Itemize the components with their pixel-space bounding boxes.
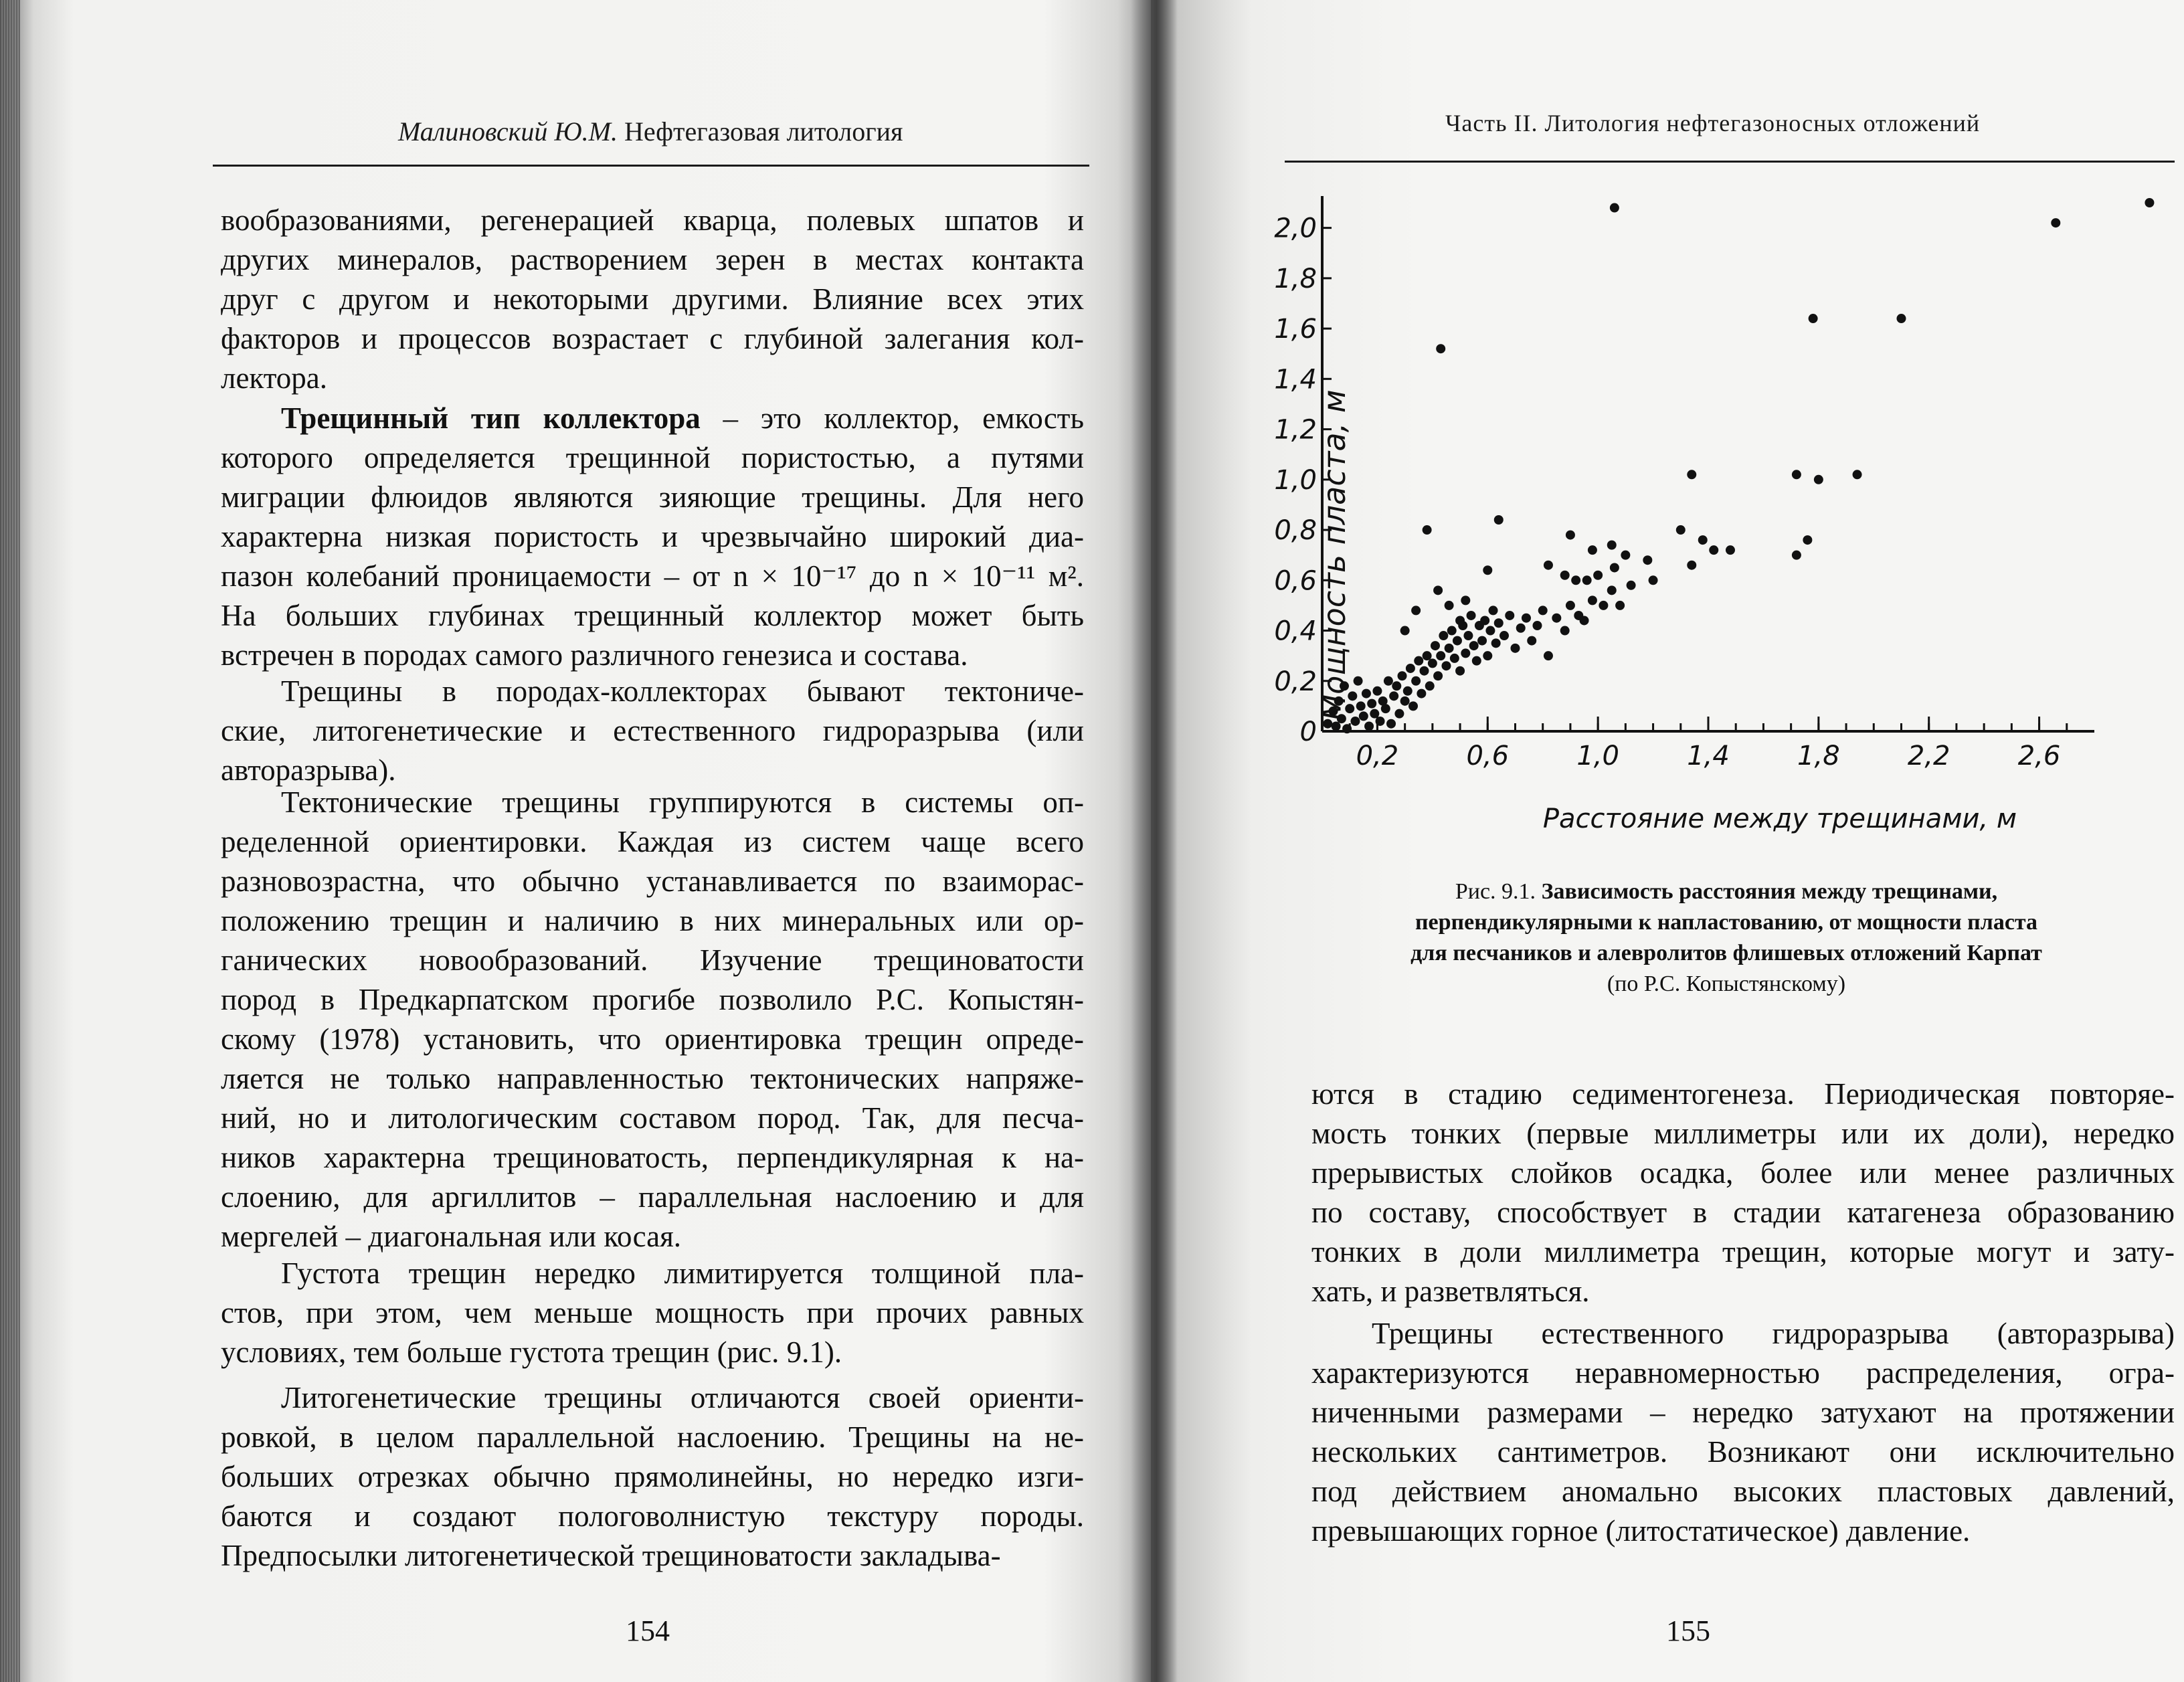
data-point bbox=[1403, 686, 1413, 696]
right-paragraph-1 bbox=[1311, 1074, 2175, 1311]
text-line: Предпосылки литогенетической трещиноватости закладыва- bbox=[221, 1539, 1001, 1572]
data-point bbox=[1472, 656, 1481, 666]
data-point bbox=[1560, 571, 1570, 580]
text-line: характерна низкая пористость и чрезвычайно широкий диа- bbox=[221, 520, 1084, 553]
data-point bbox=[1483, 651, 1492, 660]
data-point bbox=[1419, 666, 1429, 676]
text-line: скому (1978) установить, что ориентировка трещин опреде- bbox=[221, 1022, 1084, 1056]
data-point bbox=[1607, 541, 1617, 550]
text-line: нескольких сантиметров. Возникают они исключительно bbox=[1311, 1435, 2175, 1469]
data-point bbox=[1483, 565, 1492, 575]
data-point bbox=[1455, 666, 1465, 676]
data-point bbox=[1588, 545, 1597, 555]
right-running-head: Часть II. Литология нефтегазоносных отложений bbox=[1445, 110, 1981, 136]
data-point bbox=[1853, 470, 1862, 479]
data-point bbox=[1425, 681, 1435, 690]
caption-prefix: Рис. 9.1. bbox=[1455, 879, 1536, 904]
x-tick-label: 1,0 bbox=[1576, 741, 1619, 771]
data-point bbox=[1494, 515, 1504, 525]
data-point bbox=[1580, 616, 1589, 625]
text-line: прерывистых слойков осадка, более или менее различных bbox=[1311, 1156, 2175, 1190]
data-point bbox=[1414, 656, 1423, 666]
data-point bbox=[1372, 686, 1382, 696]
data-point bbox=[1428, 658, 1437, 668]
data-point bbox=[1527, 636, 1536, 646]
text-line: других минералов, растворением зерен в местах контакта bbox=[221, 243, 1084, 276]
data-point bbox=[1698, 535, 1708, 545]
left-paragraph-2 bbox=[221, 399, 1084, 675]
text-line: по составу, способствует в стадии катагенеза образованию bbox=[1311, 1196, 2175, 1229]
y-tick-label: 1,4 bbox=[1274, 364, 1317, 395]
data-point bbox=[1687, 470, 1696, 479]
data-point bbox=[1461, 648, 1470, 658]
data-point bbox=[1445, 601, 1454, 610]
data-point bbox=[1417, 689, 1426, 698]
data-point bbox=[1544, 651, 1553, 660]
y-tick-label: 0,8 bbox=[1274, 515, 1317, 547]
data-point bbox=[1332, 721, 1341, 731]
data-point bbox=[1582, 575, 1592, 585]
y-tick-label: 0 bbox=[1299, 717, 1317, 747]
data-point bbox=[1571, 575, 1580, 585]
data-point bbox=[1621, 551, 1630, 560]
text-line: На больших глубинах трещинный коллектор может быть bbox=[221, 599, 1084, 632]
text-line: стов, при этом, чем меньше мощность при прочих равных bbox=[221, 1296, 1084, 1329]
data-point bbox=[1469, 641, 1479, 650]
data-point bbox=[1436, 651, 1445, 660]
caption-line-1 bbox=[1311, 876, 2141, 907]
data-point bbox=[1544, 561, 1553, 570]
data-point bbox=[1649, 575, 1658, 585]
data-point bbox=[1792, 470, 1801, 479]
text-line: ний, но и литологическим составом пород. Так, для песча- bbox=[221, 1101, 1084, 1135]
scatter-chart bbox=[1274, 187, 2121, 863]
left-paragraph-3 bbox=[221, 672, 1084, 790]
data-point bbox=[1480, 616, 1489, 625]
caption-title-line-1: Зависимость расстояния между трещинами, bbox=[1541, 879, 1998, 904]
left-header-rule bbox=[213, 165, 1089, 167]
text-line: баются и создают пологоволнистую текстуру породы. bbox=[221, 1499, 1084, 1533]
data-point bbox=[1552, 614, 1561, 623]
data-point bbox=[1803, 535, 1812, 545]
text-line: встречен в породах самого различного генезиса и состава. bbox=[221, 638, 968, 672]
text-line: ределенной ориентировки. Каждая из систем чаще всего bbox=[221, 825, 1084, 858]
y-tick-label: 0,2 bbox=[1274, 666, 1317, 697]
x-tick-label: 1,4 bbox=[1687, 741, 1730, 771]
y-tick-label: 1,8 bbox=[1274, 263, 1317, 294]
data-point bbox=[1423, 525, 1432, 535]
left-running-head bbox=[398, 116, 903, 147]
running-head-author: Малиновский Ю.М. bbox=[398, 116, 618, 147]
right-header-rule bbox=[1285, 161, 2175, 163]
data-point bbox=[1511, 644, 1520, 653]
data-point bbox=[1463, 631, 1473, 640]
data-point bbox=[1461, 595, 1470, 605]
data-point bbox=[1384, 676, 1393, 686]
data-point bbox=[1491, 638, 1501, 648]
data-point bbox=[1453, 636, 1462, 646]
data-point bbox=[1359, 711, 1368, 721]
left-page-number: 154 bbox=[626, 1614, 670, 1647]
data-point bbox=[1411, 676, 1421, 686]
data-point bbox=[1381, 704, 1390, 713]
running-head-title: Нефтегазовая литология bbox=[624, 116, 903, 147]
x-tick-label: 2,2 bbox=[1907, 741, 1950, 771]
text-line: Густота трещин нередко лимитируется толщиной пла- bbox=[281, 1256, 1084, 1290]
data-point bbox=[1560, 626, 1570, 636]
text-line: превышающих горное (литостатическое) давление. bbox=[1311, 1514, 1971, 1548]
data-point bbox=[1455, 616, 1465, 625]
data-point bbox=[1433, 671, 1443, 680]
data-point bbox=[1398, 671, 1407, 680]
data-point bbox=[1687, 561, 1696, 570]
data-point bbox=[2051, 218, 2060, 227]
text-line: ские, литогенетические и естественного гидроразрыва (или bbox=[221, 714, 1084, 747]
text-line: ников характерна трещиноватость, перпендикулярная к на- bbox=[221, 1141, 1084, 1174]
right-page-number: 155 bbox=[1666, 1614, 1710, 1647]
text-line: пазон колебаний проницаемости – от n × 10⁻¹⁷ до n × 10⁻¹¹ м². bbox=[221, 559, 1084, 593]
x-tick-label: 0,2 bbox=[1356, 741, 1399, 771]
data-point bbox=[1485, 626, 1495, 636]
text-line: Литогенетические трещины отличаются своей ориенти- bbox=[281, 1381, 1084, 1414]
data-point bbox=[2145, 198, 2154, 207]
data-point bbox=[1607, 585, 1617, 595]
data-point bbox=[1400, 696, 1410, 706]
data-point bbox=[1408, 701, 1418, 711]
text-line: ганических новообразований. Изучение трещиноватости bbox=[221, 943, 1084, 977]
text-line: разновозрастна, что обычно устанавливается по взаиморас- bbox=[221, 864, 1084, 898]
y-tick-label: 1,2 bbox=[1274, 414, 1317, 446]
text-line: мость тонких (первые миллиметры или их доли), нередко bbox=[1311, 1117, 2175, 1150]
data-point bbox=[1431, 641, 1440, 650]
left-paragraph-1 bbox=[221, 201, 1084, 398]
data-point bbox=[1499, 631, 1509, 640]
text-line: лектора. bbox=[221, 361, 327, 395]
data-point bbox=[1593, 571, 1603, 580]
data-point bbox=[1389, 691, 1398, 700]
text-line: пород в Предкарпатском прогибе позволило Р.С. Копыстян- bbox=[221, 983, 1084, 1016]
data-point bbox=[1643, 555, 1652, 565]
text-line: положению трещин и наличию в них минеральных или ор- bbox=[221, 904, 1084, 937]
data-point bbox=[1532, 621, 1542, 630]
caption-source: (по Р.С. Копыстянскому) bbox=[1607, 971, 1846, 996]
data-point bbox=[1394, 709, 1404, 719]
data-point bbox=[1726, 545, 1735, 555]
data-point bbox=[1494, 618, 1504, 628]
data-point bbox=[1676, 525, 1686, 535]
data-point bbox=[1356, 701, 1366, 711]
data-point bbox=[1610, 563, 1619, 572]
data-point bbox=[1441, 661, 1451, 670]
text-line: условиях, тем больше густота трещин (рис. 9.1). bbox=[221, 1335, 842, 1369]
x-tick-label: 1,8 bbox=[1797, 741, 1840, 771]
data-point bbox=[1370, 709, 1379, 719]
data-point bbox=[1505, 611, 1514, 620]
text-line: авторазрыва). bbox=[221, 753, 396, 787]
data-point bbox=[1897, 314, 1906, 323]
text-line: друг с другом и некоторыми другими. Влияние всех этих bbox=[221, 282, 1084, 316]
text-line: которого определяется трещинной пористостью, а путями bbox=[221, 441, 1084, 474]
data-point bbox=[1566, 601, 1575, 610]
text-line: Трещинный тип коллектора – это коллектор, емкость bbox=[281, 401, 1084, 435]
data-point bbox=[1814, 475, 1823, 484]
data-point bbox=[1423, 651, 1432, 660]
data-point bbox=[1450, 654, 1459, 663]
data-point bbox=[1354, 676, 1363, 686]
data-point bbox=[1538, 605, 1548, 615]
page-edge-lines bbox=[0, 0, 20, 1682]
data-point bbox=[1809, 314, 1818, 323]
text-line: характеризуются неравномерностью распределения, огра- bbox=[1311, 1356, 2175, 1390]
book-gutter bbox=[1131, 0, 1178, 1682]
data-point bbox=[1367, 699, 1376, 709]
text-line: под действием аномально высоких пластовых давлений, bbox=[1311, 1475, 2175, 1508]
text-line: мергелей – диагональная или косая. bbox=[221, 1220, 682, 1253]
data-point bbox=[1436, 344, 1445, 353]
data-point bbox=[1516, 624, 1526, 633]
y-tick-label: 0,4 bbox=[1274, 616, 1317, 647]
text-line: тонких в доли миллиметра трещин, которые могут и зату- bbox=[1311, 1235, 2175, 1269]
y-tick-label: 0,6 bbox=[1274, 565, 1317, 597]
data-point bbox=[1627, 581, 1636, 590]
figure-caption bbox=[1311, 876, 2141, 1000]
data-point bbox=[1362, 689, 1371, 698]
data-point bbox=[1400, 626, 1410, 636]
left-paragraph-6 bbox=[221, 1378, 1084, 1576]
x-tick-label: 0,6 bbox=[1466, 741, 1510, 771]
text-line: миграции флюидов являются зияющие трещины. Для него bbox=[221, 480, 1084, 514]
text-line: Трещины естественного гидроразрыва (авторазрыва) bbox=[1372, 1317, 2175, 1350]
data-point bbox=[1467, 611, 1476, 620]
left-paragraph-5 bbox=[221, 1254, 1084, 1372]
data-point bbox=[1445, 644, 1454, 653]
left-paragraph-4 bbox=[221, 783, 1084, 1256]
data-point bbox=[1566, 531, 1575, 540]
data-point bbox=[1386, 719, 1396, 729]
x-tick-label: 2,6 bbox=[2017, 741, 2061, 771]
y-axis-label: Мощность пласта, м bbox=[1316, 389, 1352, 721]
text-line: ляется не только направленностью тектонических напряже- bbox=[221, 1062, 1084, 1095]
text-line: ниченными размерами – нередко затухают на протяжении bbox=[1311, 1396, 2175, 1429]
y-tick-label: 1,0 bbox=[1274, 464, 1317, 496]
text-line: Трещины в породах-коллекторах бывают тектониче- bbox=[281, 674, 1084, 708]
caption-title-line-3: для песчаников и алевролитов флишевых отложений Карпат bbox=[1410, 941, 2042, 965]
text-line: слоению, для аргиллитов – параллельная наслоению и для bbox=[221, 1180, 1084, 1214]
data-point bbox=[1433, 585, 1443, 595]
data-point bbox=[1489, 605, 1498, 615]
data-point bbox=[1392, 681, 1401, 690]
text-line: вообразованиями, регенерацией кварца, полевых шпатов и bbox=[221, 203, 1084, 237]
right-paragraph-2 bbox=[1311, 1314, 2175, 1551]
data-point bbox=[1411, 605, 1421, 615]
text-line: факторов и процессов возрастает с глубиной залегания кол- bbox=[221, 322, 1084, 355]
data-point bbox=[1588, 595, 1597, 605]
data-point bbox=[1709, 545, 1718, 555]
text-line: ются в стадию седиментогенеза. Периодическая повторяе- bbox=[1311, 1077, 2175, 1111]
bold-term: Трещинный тип коллектора bbox=[281, 401, 701, 435]
y-tick-label: 2,0 bbox=[1274, 213, 1317, 244]
data-point bbox=[1792, 551, 1801, 560]
text-line: хать, и разветвляться. bbox=[1311, 1275, 1590, 1308]
caption-title-line-2: перпендикулярными к напластованию, от мощности пласта bbox=[1415, 910, 2038, 935]
chart-points bbox=[1323, 198, 2154, 733]
text-line: Тектонические трещины группируются в системы оп- bbox=[281, 785, 1084, 819]
data-point bbox=[1439, 631, 1448, 640]
data-point bbox=[1364, 721, 1374, 731]
data-point bbox=[1406, 664, 1415, 673]
data-point bbox=[1599, 601, 1608, 610]
text-line: больших отрезках обычно прямолинейны, но нередко изги- bbox=[221, 1460, 1084, 1493]
y-tick-label: 1,6 bbox=[1274, 314, 1317, 345]
data-point bbox=[1522, 614, 1531, 623]
data-point bbox=[1477, 636, 1487, 646]
data-point bbox=[1615, 601, 1625, 610]
text-line: ровкой, в целом параллельной наслоению. Трещины на не- bbox=[221, 1420, 1084, 1454]
x-axis-label: Расстояние между трещинами, м bbox=[1542, 804, 2017, 834]
data-point bbox=[1376, 717, 1385, 726]
data-point bbox=[1342, 724, 1352, 733]
data-point bbox=[1447, 626, 1457, 636]
data-point bbox=[1610, 203, 1619, 213]
